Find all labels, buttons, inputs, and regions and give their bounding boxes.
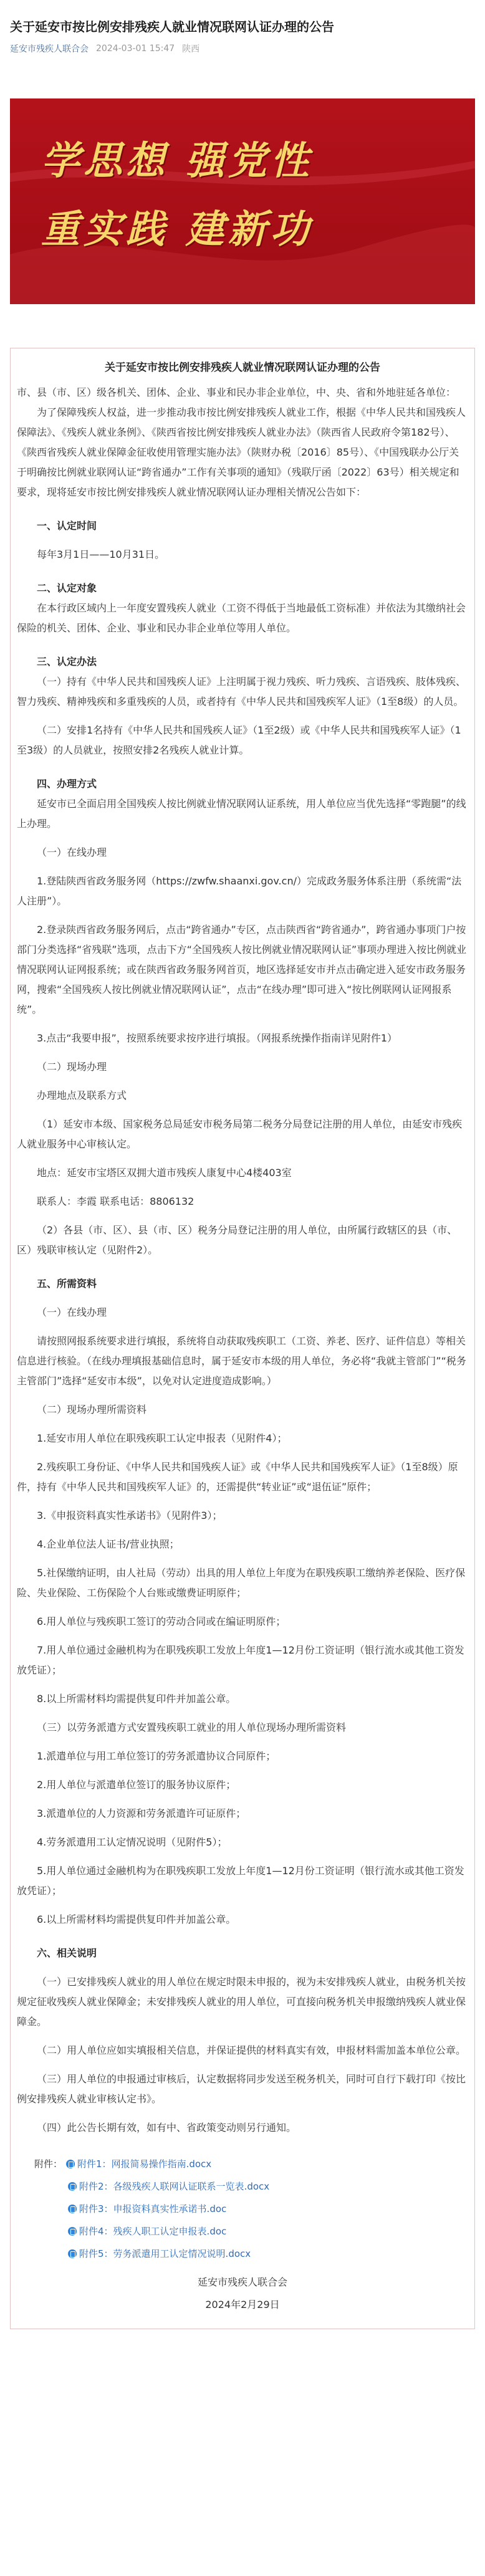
attachment-link-2[interactable]: 附件2：各级残疾人联网认证联系一览表.docx — [79, 2181, 270, 2192]
banner-slogan-line-1: 学思想 强党性 — [41, 138, 313, 183]
attachment-item[interactable] — [17, 2243, 468, 2265]
attachment-link-1[interactable]: 网报简易操作指南.docx — [111, 2158, 212, 2170]
attachment-link-4[interactable]: 附件4：残疾人职工认定申报表.doc — [79, 2226, 227, 2237]
attachments-label: 附件： — [34, 2158, 63, 2170]
body-paragraph: （一）持有《中华人民共和国残疾人证》上注明属于视力残疾、听力残疾、言语残疾、肢体残疾、智力残疾、精神残疾和多重残疾的人员，或者持有《中华人民共和国残疾军人证》（1至8级）的人员。 — [17, 676, 466, 707]
list-item: 4.劳务派遣用工认定情况说明（见附件5）； — [37, 1836, 228, 1848]
banner-slogan-line-2: 重实践 建新功 — [41, 206, 313, 252]
attachment-file-icon — [66, 2160, 75, 2168]
article-location: 陕西 — [182, 44, 200, 54]
body-paragraph: 2.登录陕西省政务服务网后，点击“跨省通办”专区，点击陕西省“跨省通办”，跨省通办事项门户按部门分类选择“省残联”选项，点击下方“全国残疾人按比例就业情况联网认证”事项办理进入按比例就业情况联网认证网报系统；或在陕西省政务服务网首页，地区选择延安市并点击确定进入延安市政务服务网，搜索“全国残疾人按比例就业情况联网认证”，点击“在线办理”即可进入“按比例联网认证网报系统”。 — [17, 924, 467, 1015]
article-body — [10, 348, 475, 2329]
body-paragraph: 在本行政区域内上一年度安置残疾人就业（工资不得低于当地最低工资标准）并依法为其缴纳社会保险的机关、团体、企业、事业和民办非企业单位等用人单位。 — [17, 602, 466, 634]
list-item: 5.社保缴纳证明，由人社局（劳动）出具的用人单位上年度为在职残疾职工缴纳养老保险、医疗保险、失业保险、工伤保险个人台账或缴费证明原件； — [17, 1567, 466, 1599]
list-item: 3.派遣单位的人力资源和劳务派遣许可证原件； — [37, 1808, 246, 1819]
subsection-heading: （三）以劳务派遣方式安置残疾职工就业的用人单位现场办理所需资料 — [37, 1721, 347, 1733]
attachment-link-3[interactable]: 附件3：申报资料真实性承诺书.doc — [79, 2203, 227, 2214]
attachment-item[interactable] — [17, 2220, 468, 2243]
body-paragraph: 3.点击“我要申报”，按照系统要求按序进行填报。（网报系统操作指南详见附件1） — [37, 1032, 398, 1044]
attachment-link-5[interactable]: 附件5：劳务派遣用工认定情况说明.docx — [79, 2248, 251, 2259]
section-heading: 五、所需资料 — [37, 1278, 97, 1290]
list-item: 8.以上所需材料均需提供复印件并加盖公章。 — [37, 1693, 236, 1705]
article-datetime: 2024-03-01 15:47 — [96, 44, 175, 54]
body-paragraph: （四）此公告长期有效，如有中、省政策变动则另行通知。 — [37, 2122, 297, 2133]
subsection-heading: （一）在线办理 — [37, 846, 107, 858]
body-paragraph: 延安市已全面启用全国残疾人按比例就业情况联网认证系统，用人单位应当优先选择“零跑腿”的线上办理。 — [17, 798, 466, 830]
attachment-file-icon — [68, 2182, 77, 2191]
body-paragraph: 办理地点及联系方式 — [37, 1089, 127, 1101]
article-title: 关于延安市按比例安排残疾人就业情况联网认证办理的公告 — [10, 19, 334, 34]
signature-block — [17, 2271, 468, 2316]
section-heading: 二、认定对象 — [37, 582, 97, 594]
attachment-file-icon — [68, 2205, 77, 2213]
salutation: 市、县（市、区）级各机关、团体、企业、事业和民办非企业单位，中、央、省和外地驻延各单位： — [17, 386, 456, 398]
list-item: 4.企业单位法人证书/营业执照； — [37, 1538, 180, 1550]
signer-name: 延安市残疾人联合会 — [197, 2276, 287, 2288]
list-item: 2.残疾职工身份证、《中华人民共和国残疾人证》或《中华人民共和国残疾军人证》（1至8级）原件，持有《中华人民共和国残疾军人证》的，还需提供“转业证”或“退伍证”原件； — [17, 1461, 458, 1493]
section-heading: 四、办理方式 — [37, 778, 97, 790]
slogan-banner-image — [10, 98, 475, 304]
section-heading: 一、认定时间 — [37, 520, 97, 532]
subsection-heading: （二）现场办理 — [37, 1061, 107, 1073]
subsection-heading: （二）现场办理所需资料 — [37, 1404, 147, 1415]
attachment-link-1-label[interactable]: 附件1： — [77, 2158, 112, 2170]
contact-person: 联系人：李霞 联系电话：8806132 — [37, 1195, 194, 1207]
list-item: 3.《申报资料真实性承诺书》（见附件3）； — [37, 1510, 223, 1521]
intro-paragraph: 为了保障残疾人权益，进一步推动我市按比例安排残疾人就业工作，根据《中华人民共和国残疾人保障法》、《残疾人就业条例》、《陕西省按比例安排残疾人就业办法》（陕西省人民政府令第182号）、《陕西省残疾人就业保障金征收使用管理实施办法》（陕财办税〔2016〕85号）、《中国残联办公厅关于明确按比例就业联网认证“跨省通办”工作有关事项的通知》（残联厅函〔2022〕63号）相关规定和要求，现将延安市按比例安排残疾人就业情况联网认证办理相关情况公告如下： — [17, 406, 466, 498]
attachment-list — [17, 2153, 468, 2265]
body-paragraph: （一）已安排残疾人就业的用人单位在规定时限未申报的，视为未安排残疾人就业，由税务机关按规定征收残疾人就业保障金；未安排残疾人就业的用人单位，可直接向税务机关申报缴纳残疾人就业保障金。 — [17, 1976, 466, 2028]
attachment-item[interactable] — [17, 2175, 468, 2198]
article-source-link[interactable]: 延安市残疾人联合会 — [10, 44, 89, 54]
attachment-item[interactable] — [17, 2198, 468, 2220]
list-item: 5.用人单位通过金融机构为在职残疾职工发放上年度1—12月份工资证明（银行流水或其他工资发放凭证）； — [17, 1865, 464, 1897]
list-item: 1.派遣单位与用工单位签订的劳务派遣协议合同原件； — [37, 1750, 276, 1762]
body-paragraph: 请按照网报系统要求进行填报，系统将自动获取残疾职工（工资、养老、医疗、证件信息）等相关信息进行核验。（在线办理填报基础信息时，属于延安市本级的用人单位，务必将“我就主管部门”“税务主管部门”选择“延安市本级”，以免对认定进度造成影响。） — [17, 1335, 466, 1387]
list-item: 6.用人单位与残疾职工签订的劳动合同或在编证明原件； — [37, 1616, 286, 1627]
article-header — [0, 0, 485, 61]
attachment-item[interactable] — [17, 2153, 468, 2175]
body-paragraph: （1）延安市本级、国家税务总局延安市税务局第二税务分局登记注册的用人单位，由延安市残疾人就业服务中心审核认定。 — [17, 1118, 463, 1150]
section-heading: 六、相关说明 — [37, 1947, 97, 1959]
list-item: 7.用人单位通过金融机构为在职残疾职工发放上年度1—12月份工资证明（银行流水或其他工资发放凭证）； — [17, 1644, 464, 1676]
body-paragraph: 1.登陆陕西省政务服务网（https://zwfw.shaanxi.gov.cn/）完成政务服务体系注册（系统需“法人注册”）。 — [17, 875, 462, 907]
body-paragraph: （二）安排1名持有《中华人民共和国残疾人证》（1至2级）或《中华人民共和国残疾军人证》（1至3级）的人员就业，按照安排2名残疾人就业计算。 — [17, 724, 461, 756]
attachment-file-icon — [68, 2249, 77, 2258]
body-paragraph: （2）各县（市、区）、县（市、区）税务分局登记注册的用人单位，由所属行政辖区的县（市、区）残联审核认定（见附件2）。 — [17, 1224, 458, 1256]
list-item: 6.以上所需材料均需提供复印件并加盖公章。 — [37, 1913, 236, 1925]
list-item: 2.用人单位与派遣单位签订的服务协议原件； — [37, 1779, 236, 1791]
doc-title: 关于延安市按比例安排残疾人就业情况联网认证办理的公告 — [105, 362, 380, 374]
body-paragraph: （二）用人单位应如实填报相关信息，并保证提供的材料真实有效，申报材料需加盖本单位公章。 — [37, 2044, 466, 2056]
body-paragraph: （三）用人单位的申报通过审核后，认定数据将同步发送至税务机关，同时可自行下载打印《按比例安排残疾人就业审核认定书》。 — [17, 2073, 466, 2105]
section-heading: 三、认定办法 — [37, 656, 97, 668]
article-meta — [10, 42, 475, 55]
contact-address: 地点：延安市宝塔区双拥大道市残疾人康复中心4楼403室 — [37, 1167, 292, 1179]
list-item: 1.延安市用人单位在职残疾职工认定申报表（见附件4）； — [37, 1432, 287, 1444]
sign-date: 2024年2月29日 — [205, 2299, 280, 2310]
attachment-file-icon — [68, 2227, 77, 2236]
body-paragraph: 每年3月1日——10月31日。 — [37, 548, 165, 560]
subsection-heading: （一）在线办理 — [37, 1306, 107, 1318]
